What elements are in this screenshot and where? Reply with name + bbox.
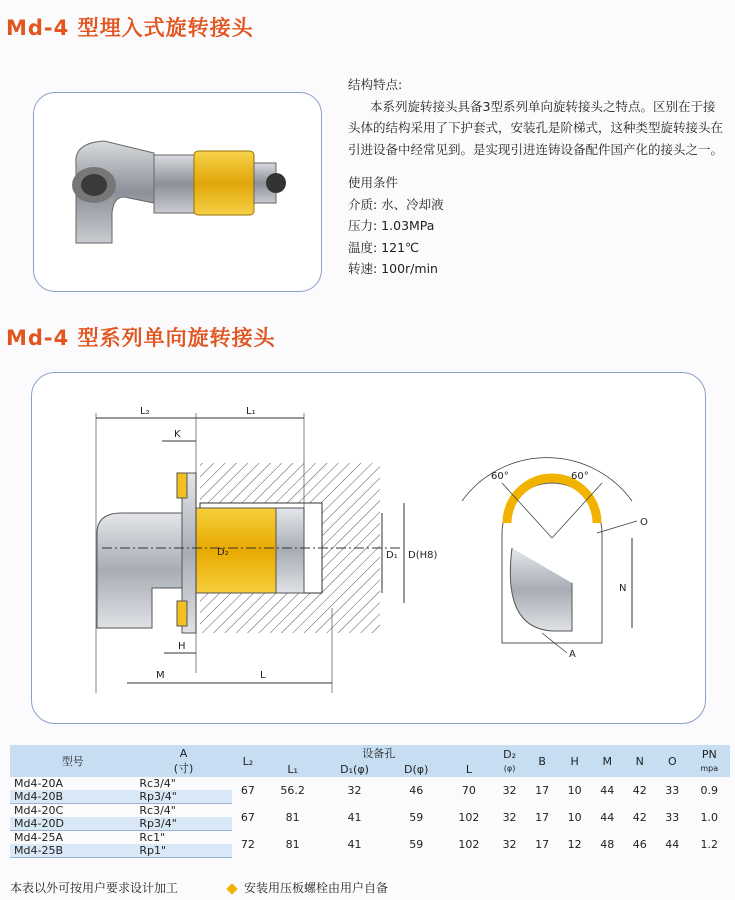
col-l: L: [444, 761, 493, 777]
page-title: Md-4 型埋入式旋转接头: [6, 16, 254, 40]
cell-pn: 1.0: [700, 810, 719, 824]
col-d1: D₁(φ): [321, 761, 388, 777]
cell-model: Md4-25A: [14, 831, 63, 844]
col-n: N: [623, 745, 656, 777]
cell-model: Md4-20B: [10, 790, 135, 804]
col-b: B: [526, 745, 559, 777]
label-d1: D₁: [386, 550, 398, 561]
condition-speed: 转速: 100r/min: [348, 261, 438, 276]
col-l2: L₂: [232, 745, 265, 777]
table-row: [10, 777, 730, 790]
cell-pn: 0.9: [700, 783, 719, 797]
cell-l2: 72: [240, 837, 255, 851]
label-a: A: [569, 649, 576, 660]
cell-m: 48: [600, 837, 615, 851]
cell-pn: 1.2: [700, 837, 719, 851]
features-text: [348, 74, 723, 280]
cell-l1: 81: [285, 810, 300, 824]
cell-b: 17: [535, 783, 550, 797]
conditions-heading: 使用条件: [348, 175, 399, 190]
label-l1: L₁: [246, 406, 256, 417]
table-row: [10, 831, 730, 845]
cell-model: Md4-20D: [10, 817, 135, 831]
cell-a: Rp3/4": [135, 817, 231, 831]
cell-d: 59: [409, 837, 424, 851]
condition-pressure: 压力: 1.03MPa: [348, 218, 435, 233]
col-d2: D₂ (φ): [493, 745, 526, 777]
label-d2: D₂: [217, 547, 229, 558]
label-m: M: [156, 670, 165, 681]
label-o: O: [640, 517, 648, 528]
col-l1: L₁: [264, 761, 321, 777]
cell-model: Md4-25B: [10, 844, 135, 858]
label-angle-left: 60°: [491, 471, 509, 482]
cell-m: 44: [600, 783, 615, 797]
cell-n: 46: [632, 837, 647, 851]
footnote-bolts-text: 安装用压板螺栓由用户自备: [244, 881, 389, 895]
technical-drawing-frame: [31, 372, 706, 724]
cell-d: 46: [409, 783, 424, 797]
col-d: D(φ): [388, 761, 445, 777]
col-pn: PN mpa: [689, 745, 730, 777]
condition-medium: 介质: 水、冷却液: [348, 196, 444, 212]
label-k: K: [174, 429, 181, 440]
col-o: O: [656, 745, 689, 777]
cell-a: Rc3/4": [139, 777, 176, 790]
cell-a: Rc1": [139, 831, 166, 844]
cell-d1: 41: [347, 810, 362, 824]
cell-b: 17: [535, 810, 550, 824]
cell-d1: 41: [347, 837, 362, 851]
cell-h: 10: [567, 810, 582, 824]
cell-l1: 81: [285, 837, 300, 851]
cell-a: Rp3/4": [135, 790, 231, 804]
col-a: A (寸): [135, 745, 231, 777]
cell-n: 42: [632, 810, 647, 824]
label-dh8: D(H8): [408, 550, 438, 561]
label-l: L: [260, 670, 266, 681]
technical-drawing: [32, 373, 705, 723]
condition-temperature: 温度: 121℃: [348, 239, 420, 255]
cell-o: 33: [665, 783, 680, 797]
label-n: N: [619, 583, 627, 594]
cell-a: Rc3/4": [139, 804, 176, 817]
features-heading: 结构特点:: [348, 77, 403, 92]
product-photo: [34, 93, 321, 291]
cell-l: 70: [461, 783, 476, 797]
cell-o: 33: [665, 810, 680, 824]
cell-l2: 67: [240, 810, 255, 824]
label-angle-right: 60°: [571, 471, 589, 482]
cell-model: Md4-20C: [14, 804, 64, 817]
cell-d2: 32: [502, 837, 517, 851]
cell-h: 10: [567, 783, 582, 797]
cell-b: 17: [535, 837, 550, 851]
cell-n: 42: [632, 783, 647, 797]
footnote-bolts: [228, 879, 388, 896]
label-h: H: [178, 641, 186, 652]
features-body: 本系列旋转接头具备3型系列单向旋转接头之特点。区别在于接头体的结构采用了下护套式，安装孔是阶梯式，这种类型旋转接头在引进设备中经常见到。是实现引进连铸设备配件国产化的接头之一。: [348, 98, 724, 157]
cell-m: 44: [600, 810, 615, 824]
cell-d: 59: [409, 810, 424, 824]
footnote-custom: 本表以外可按用户要求设计加工: [10, 881, 179, 895]
col-m: M: [591, 745, 624, 777]
cell-model: Md4-20A: [14, 777, 63, 790]
table-row: [10, 804, 730, 818]
cell-l: 102: [458, 810, 480, 824]
cell-h: 12: [567, 837, 582, 851]
product-photo-frame: [33, 92, 322, 292]
cell-d1: 32: [347, 783, 362, 797]
cell-o: 44: [665, 837, 680, 851]
col-holes: 设备孔: [264, 745, 493, 761]
cell-d2: 32: [502, 810, 517, 824]
diamond-bullet-icon: [226, 883, 237, 894]
col-h: H: [558, 745, 591, 777]
cell-l: 102: [458, 837, 480, 851]
cell-l2: 67: [240, 783, 255, 797]
col-model: 型号: [10, 745, 135, 777]
cell-a: Rp1": [135, 844, 231, 858]
section-title: Md-4 型系列单向旋转接头: [6, 326, 276, 350]
cell-d2: 32: [502, 783, 517, 797]
spec-table: [10, 745, 730, 858]
cell-l1: 56.2: [280, 783, 305, 797]
label-l2: L₂: [140, 406, 150, 417]
